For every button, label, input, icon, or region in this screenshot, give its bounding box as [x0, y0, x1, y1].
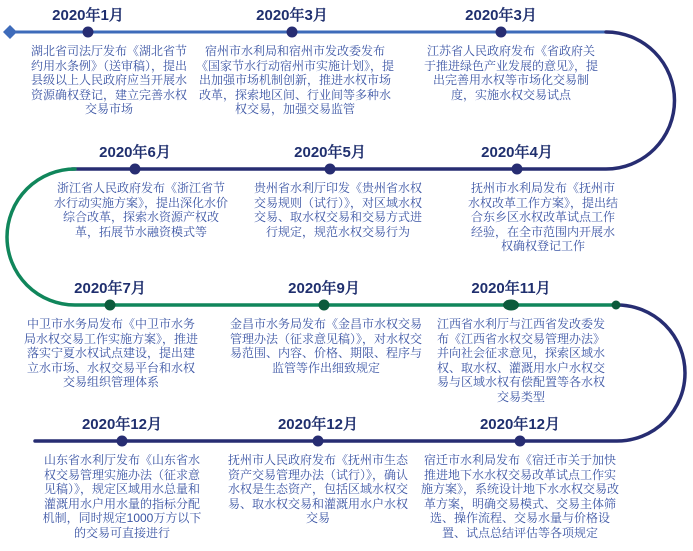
- event-text: 中卫市水务局发布《中卫市水务局水权交易工作实施方案》，推进落实宁夏水权试点建设，提出建立水市场、水权交易平台和水权交易组织管理体系: [24, 317, 199, 390]
- event-date: 2020年3月: [465, 7, 537, 24]
- event-text: 抚州市水利局发布《抚州市水权改革工作方案》，提出结合东乡区水权改革试点工作经验，在全市范围内开展水权确权登记工作: [467, 181, 618, 254]
- event-dot: [496, 27, 507, 38]
- event-dot: [512, 164, 523, 175]
- event-text: 江苏省人民政府发布《省政府关于推进绿色产业发展的意见》，提出完善用水权等市场化交易制度，实施水权交易试点: [424, 44, 599, 102]
- event-text: 抚州市人民政府发布《抚州市生态资产交易管理办法（试行）》，确认水权是生态资产，包括区域水权交易、取水权交易和灌溉用水户水权交易: [227, 453, 408, 526]
- event-dot: [287, 27, 298, 38]
- event-text: 江西省水利厅与江西省发改委发布《江西省水权交易管理办法》并向社会征求意见，探索区域水权、取水权、灌溉用水户水权交易与区域水权有偿配置等各水权交易类型: [436, 317, 605, 404]
- event-date: 2020年3月: [256, 7, 328, 24]
- event-dot: [515, 436, 526, 447]
- event-text: 宿州市水利局和宿州市发改委发布《国家节水行动宿州市实施计划》，提出加强市场机制创新，推进水权市场改革，探索地区间、行业间等多种水权交易，加强交易监管: [196, 44, 395, 117]
- event-dot: [105, 300, 116, 311]
- event-text: 贵州省水利厅印发《贵州省水权交易规则（试行）》，对区域水权交易、取水权交易和交易方式进行规定，规范水权交易行为: [253, 181, 422, 239]
- event-date: 2020年7月: [74, 280, 146, 297]
- event-date: 2020年12月: [479, 416, 561, 433]
- event-date: 2020年4月: [481, 144, 553, 161]
- event-date: 2020年1月: [52, 7, 124, 24]
- event-dot: [325, 164, 336, 175]
- event-text: 湖北省司法厅发布《湖北省节约用水条例》（送审稿），提出县级以上人民政府应当开展水资源确权登记，建立完善水权交易市场: [30, 44, 187, 117]
- event-text: 宿迁市水利局发布《宿迁市关于加快推进地下水水权交易改革试点工作实施方案》，系统设计地下水水权交易改革方案，明确交易模式、交易主体筛选、操作流程、交易水量与价格设置、试点总结评估等各项规定: [421, 453, 620, 540]
- event-dot: [503, 300, 519, 311]
- event-date: 2020年11月: [471, 280, 551, 297]
- event-dot: [319, 300, 330, 311]
- event-dot: [130, 164, 141, 175]
- timeline-junction-dot: [612, 301, 621, 310]
- event-date: 2020年12月: [81, 416, 163, 433]
- event-text: 山东省水利厅发布《山东省水权交易管理实施办法（征求意见稿）》，规定区域用水总量和灌溉用水户用水量的指标分配机制，同时规定1000万方以下的交易可直接进行: [42, 453, 202, 540]
- event-dot: [117, 436, 128, 447]
- event-date: 2020年5月: [294, 144, 366, 161]
- event-dot: [313, 436, 324, 447]
- event-text: 金昌市水务局发布《金昌市水权交易管理办法（征求意见稿）》，对水权交易范围、内容、价格、期限、程序与监管等作出细致规定: [229, 317, 422, 375]
- event-date: 2020年9月: [288, 280, 360, 297]
- event-dot: [83, 27, 94, 38]
- event-date: 2020年6月: [99, 144, 171, 161]
- event-text: 浙江省人民政府发布《浙江省节水行动实施方案》，提出深化水价综合改革，探索水资源产权改革，拓展节水融资模式等: [54, 181, 229, 239]
- event-date: 2020年12月: [277, 416, 359, 433]
